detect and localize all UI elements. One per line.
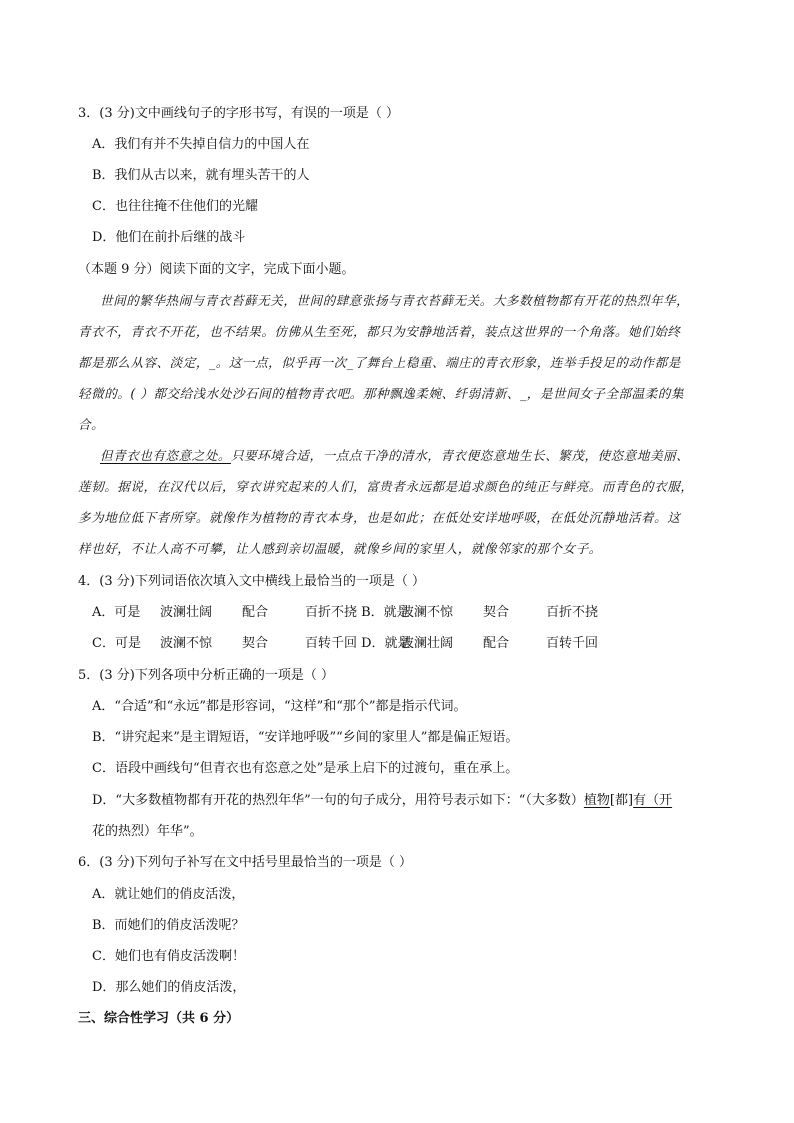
q6-stem: 6．(3 分)下列句子补写在文中括号里最恰当的一项是（ ） xyxy=(78,855,412,870)
passage-line: 青衣不，青衣不开花，也不结果。仿佛从生至死，都只为安静地活着，装点这世界的一个角落。她们始终 xyxy=(78,324,681,339)
passage-line: 合。 xyxy=(78,417,105,432)
q5-stem: 5．(3 分)下列各项中分析正确的一项是（ ） xyxy=(78,668,334,683)
q5-d-predicate: 有 xyxy=(633,793,647,808)
q5-d-text: D．“大多数植物都有开花的热烈年华”一句的句子成分，用符号表示如下：“（大多数） xyxy=(92,793,584,808)
q4-cell: 波澜壮阔 xyxy=(401,636,454,651)
q6-option-d: D．那么她们的俏皮活泼， xyxy=(92,980,246,995)
passage-line: 多为地位低下者所穿。就像作为植物的青衣本身，也是如此；在低处安详地呼吸，在低处沉静地活着。这 xyxy=(78,510,681,525)
q4-cell: C．可是 xyxy=(92,636,141,651)
q5-option-d xyxy=(92,793,672,809)
passage-line: 轻微的。( ）都交给浅水处沙石间的植物青衣吧。那种飘逸柔婉、纤弱清新、_，是世间女子全部温柔的集 xyxy=(78,386,684,401)
q4-cell: 配合 xyxy=(242,605,269,620)
q5-option-c: C．语段中画线句“但青衣也有恣意之处”是承上启下的过渡句，重在承上。 xyxy=(92,761,519,776)
passage-line: 样也好，不让人高不可攀，让人感到亲切温暖，就像乡间的家里人，就像邻家的那个女子。 xyxy=(78,541,602,556)
q5-option-b: B．“讲究起来”是主谓短语，“安详地呼吸”“乡间的家里人”都是偏正短语。 xyxy=(92,730,519,745)
q3-option-c: C．也往往掩不住他们的光耀 xyxy=(92,199,258,214)
q4-cell: 百转千回 xyxy=(546,636,599,651)
q4-cell: 百折不挠 B．就是 xyxy=(305,605,410,620)
reading-intro: （本题 9 分）阅读下面的文字，完成下面小题。 xyxy=(78,262,355,277)
q5-d-subject: 植物 xyxy=(583,793,610,808)
q4-cell: A．可是 xyxy=(92,605,141,620)
passage-line: 莲韧。据说，在汉代以后，穿衣讲究起来的人们，富贵者永远都是追求颜色的纯正与鲜亮。而青色的衣服， xyxy=(78,479,694,494)
q3-option-b: B．我们从古以来，就有埋头苦干的人 xyxy=(92,168,310,183)
passage-text: 只要环境合适，一点点干净的清水，青衣便恣意地生长、繁茂，使恣意地美丽、 xyxy=(230,448,690,463)
q4-cell: 契合 xyxy=(483,605,510,620)
q3-option-d: D．他们在前扑后继的战斗 xyxy=(92,230,246,245)
q5-d-attributive: （开 xyxy=(646,793,673,808)
q5-option-d-continued: 花的热烈）年华”。 xyxy=(92,824,203,839)
q6-option-c: C．她们也有俏皮活泼啊！ xyxy=(92,949,245,964)
q3-option-a: A．我们有并不失掉自信力的中国人在 xyxy=(92,137,310,152)
q4-cell: 波澜壮阔 xyxy=(160,605,213,620)
q4-cell: 配合 xyxy=(483,636,510,651)
q4-options-row xyxy=(92,636,598,652)
q4-cell: 波澜不惊 xyxy=(401,605,454,620)
section-heading: 三、综合性学习（共 6 分） xyxy=(78,1011,240,1026)
q5-option-a: A．“合适”和“永远”都是形容词，“这样”和“那个”都是指示代词。 xyxy=(92,699,467,714)
q4-cell: 契合 xyxy=(242,636,269,651)
underlined-sentence: 但青衣也有恣意之处。 xyxy=(100,448,231,463)
q6-option-a: A．就让她们的俏皮活泼， xyxy=(92,887,245,902)
q3-stem: 3．(3 分)文中画线句子的字形书写，有误的一项是（ ） xyxy=(78,106,399,121)
passage-line xyxy=(100,448,689,464)
q4-stem: 4．(3 分)下列词语依次填入文中横线上最恰当的一项是（ ） xyxy=(78,574,425,589)
passage-line: 世间的繁华热闹与青衣苔藓无关，世间的肆意张扬与青衣苔藓无关。大多数植物都有开花的热烈年华， xyxy=(100,293,690,308)
passage-line: 都是那么从容、淡定，_。这一点，似乎再一次_了舞台上稳重、端庄的青衣形象，连举手投足的动作都是 xyxy=(78,355,681,370)
q6-option-b: B．而她们的俏皮活泼呢？ xyxy=(92,918,245,933)
q4-cell: 百折不挠 xyxy=(546,605,599,620)
q4-cell: 百转千回 D．就是 xyxy=(305,636,411,651)
q4-cell: 波澜不惊 xyxy=(160,636,213,651)
q4-options-row xyxy=(92,605,598,621)
q5-d-adverbial: [都] xyxy=(609,793,634,808)
